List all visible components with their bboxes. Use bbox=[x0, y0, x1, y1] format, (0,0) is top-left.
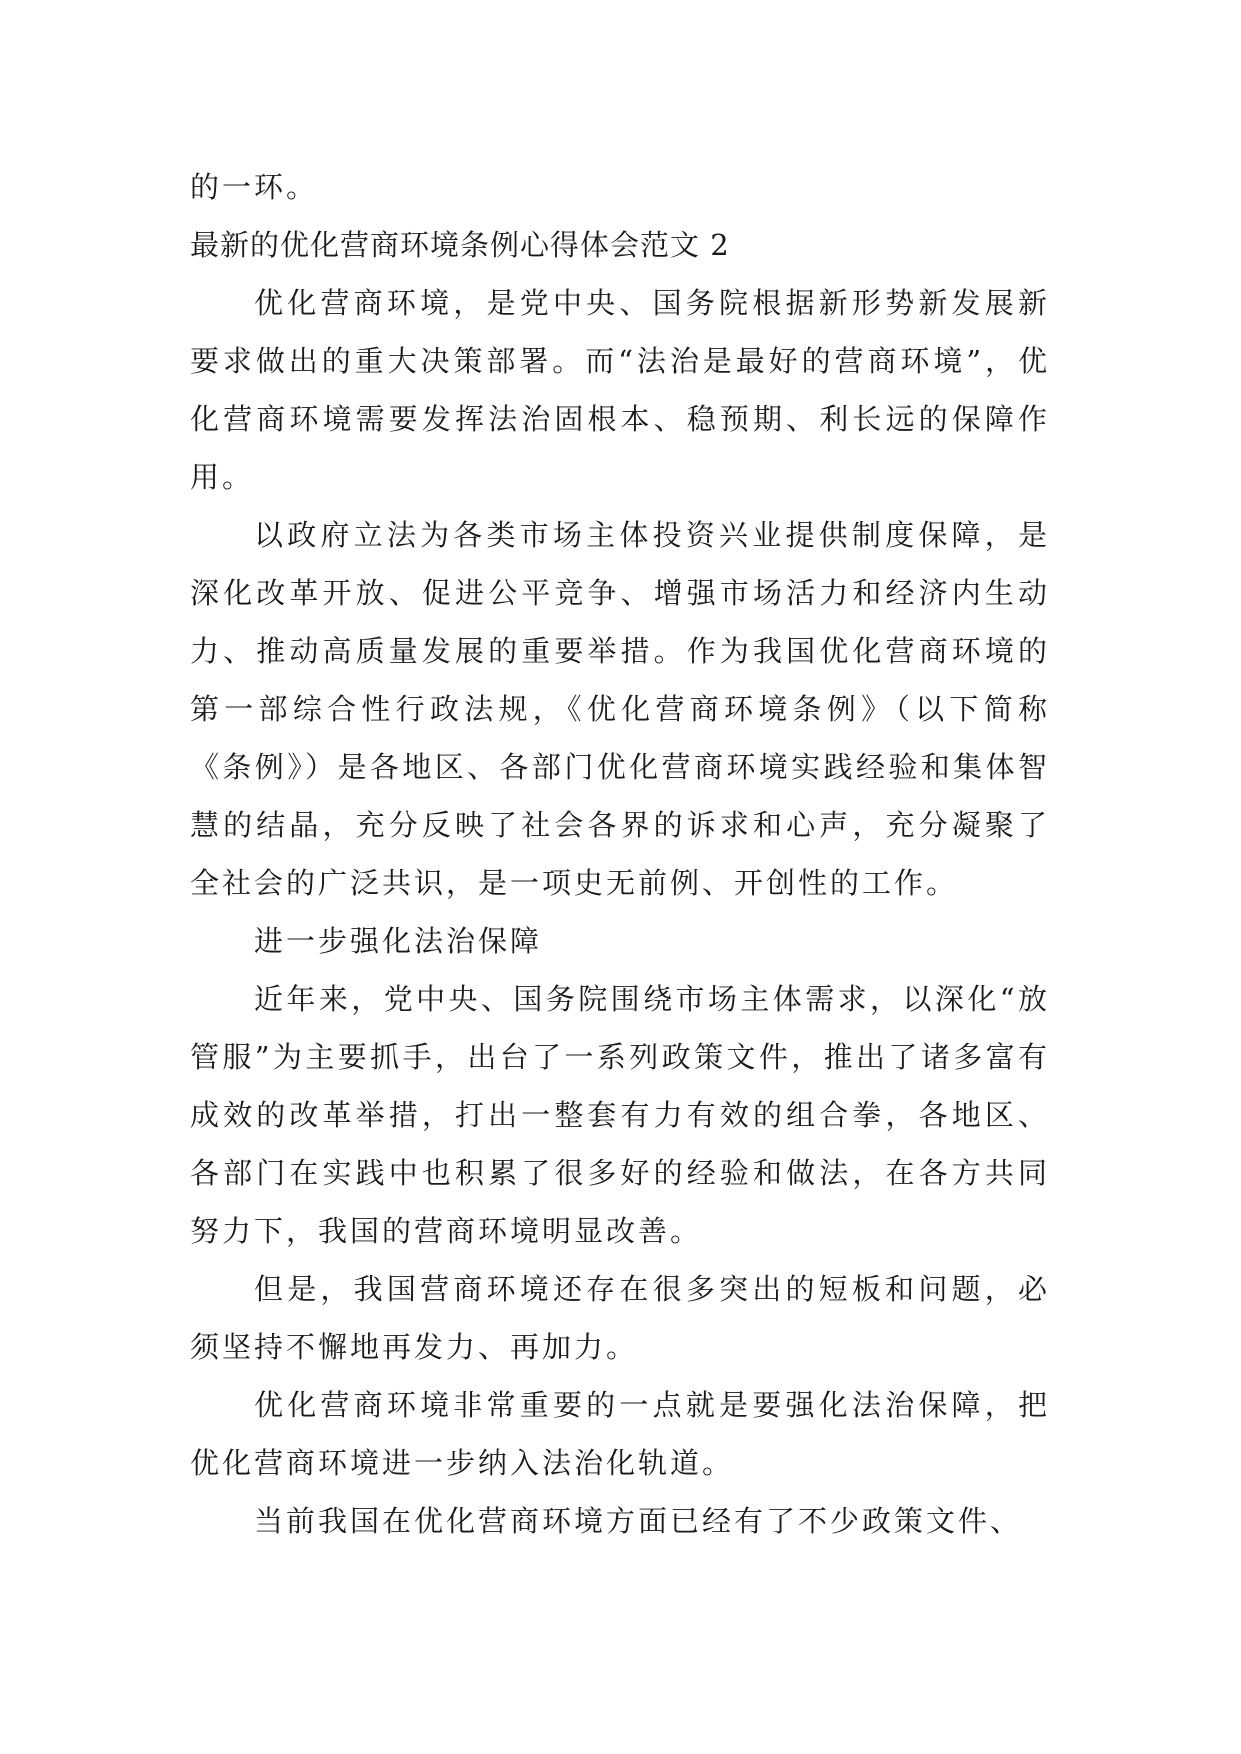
paragraph: 但是，我国营商环境还存在很多突出的短板和问题，必须坚持不懈地再发力、再加力。 bbox=[190, 1272, 1050, 1364]
subheading: 进一步强化法治保障 bbox=[254, 924, 543, 958]
paragraph: 以政府立法为各类市场主体投资兴业提供制度保障，是深化改革开放、促进公平竞争、增强市场活力和经济内生动力、推动高质量发展的重要举措。作为我国优化营商环境的第一部综合性行政法规，《优化营商环境条例》（以下简称《条例》）是各地区、各部门优化营商环境实践经验和集体智慧的结晶，充分反映了社会各界的诉求和心声，充分凝聚了全社会的广泛共识，是一项史无前例、开创性的工作。 bbox=[190, 518, 1050, 900]
paragraph-continuation: 的一环。 bbox=[190, 170, 319, 204]
paragraph: 近年来，党中央、国务院围绕市场主体需求，以深化“放管服”为主要抓手，出台了一系列政策文件，推出了诸多富有成效的改革举措，打出一整套有力有效的组合拳，各地区、各部门在实践中也积累了很多好的经验和做法，在各方共同努力下，我国的营商环境明显改善。 bbox=[190, 982, 1050, 1248]
paragraph: 优化营商环境非常重要的一点就是要强化法治保障，把优化营商环境进一步纳入法治化轨道。 bbox=[190, 1388, 1050, 1480]
paragraph-truncated: 当前我国在优化营商环境方面已经有了不少政策文件、 bbox=[254, 1504, 1023, 1538]
paragraph: 优化营商环境，是党中央、国务院根据新形势新发展新要求做出的重大决策部署。而“法治是最好的营商环境”，优化营商环境需要发挥法治固根本、稳预期、利长远的保障作用。 bbox=[190, 286, 1050, 494]
section-title: 最新的优化营商环境条例心得体会范文 2 bbox=[190, 228, 730, 262]
document-body bbox=[190, 158, 1050, 1550]
